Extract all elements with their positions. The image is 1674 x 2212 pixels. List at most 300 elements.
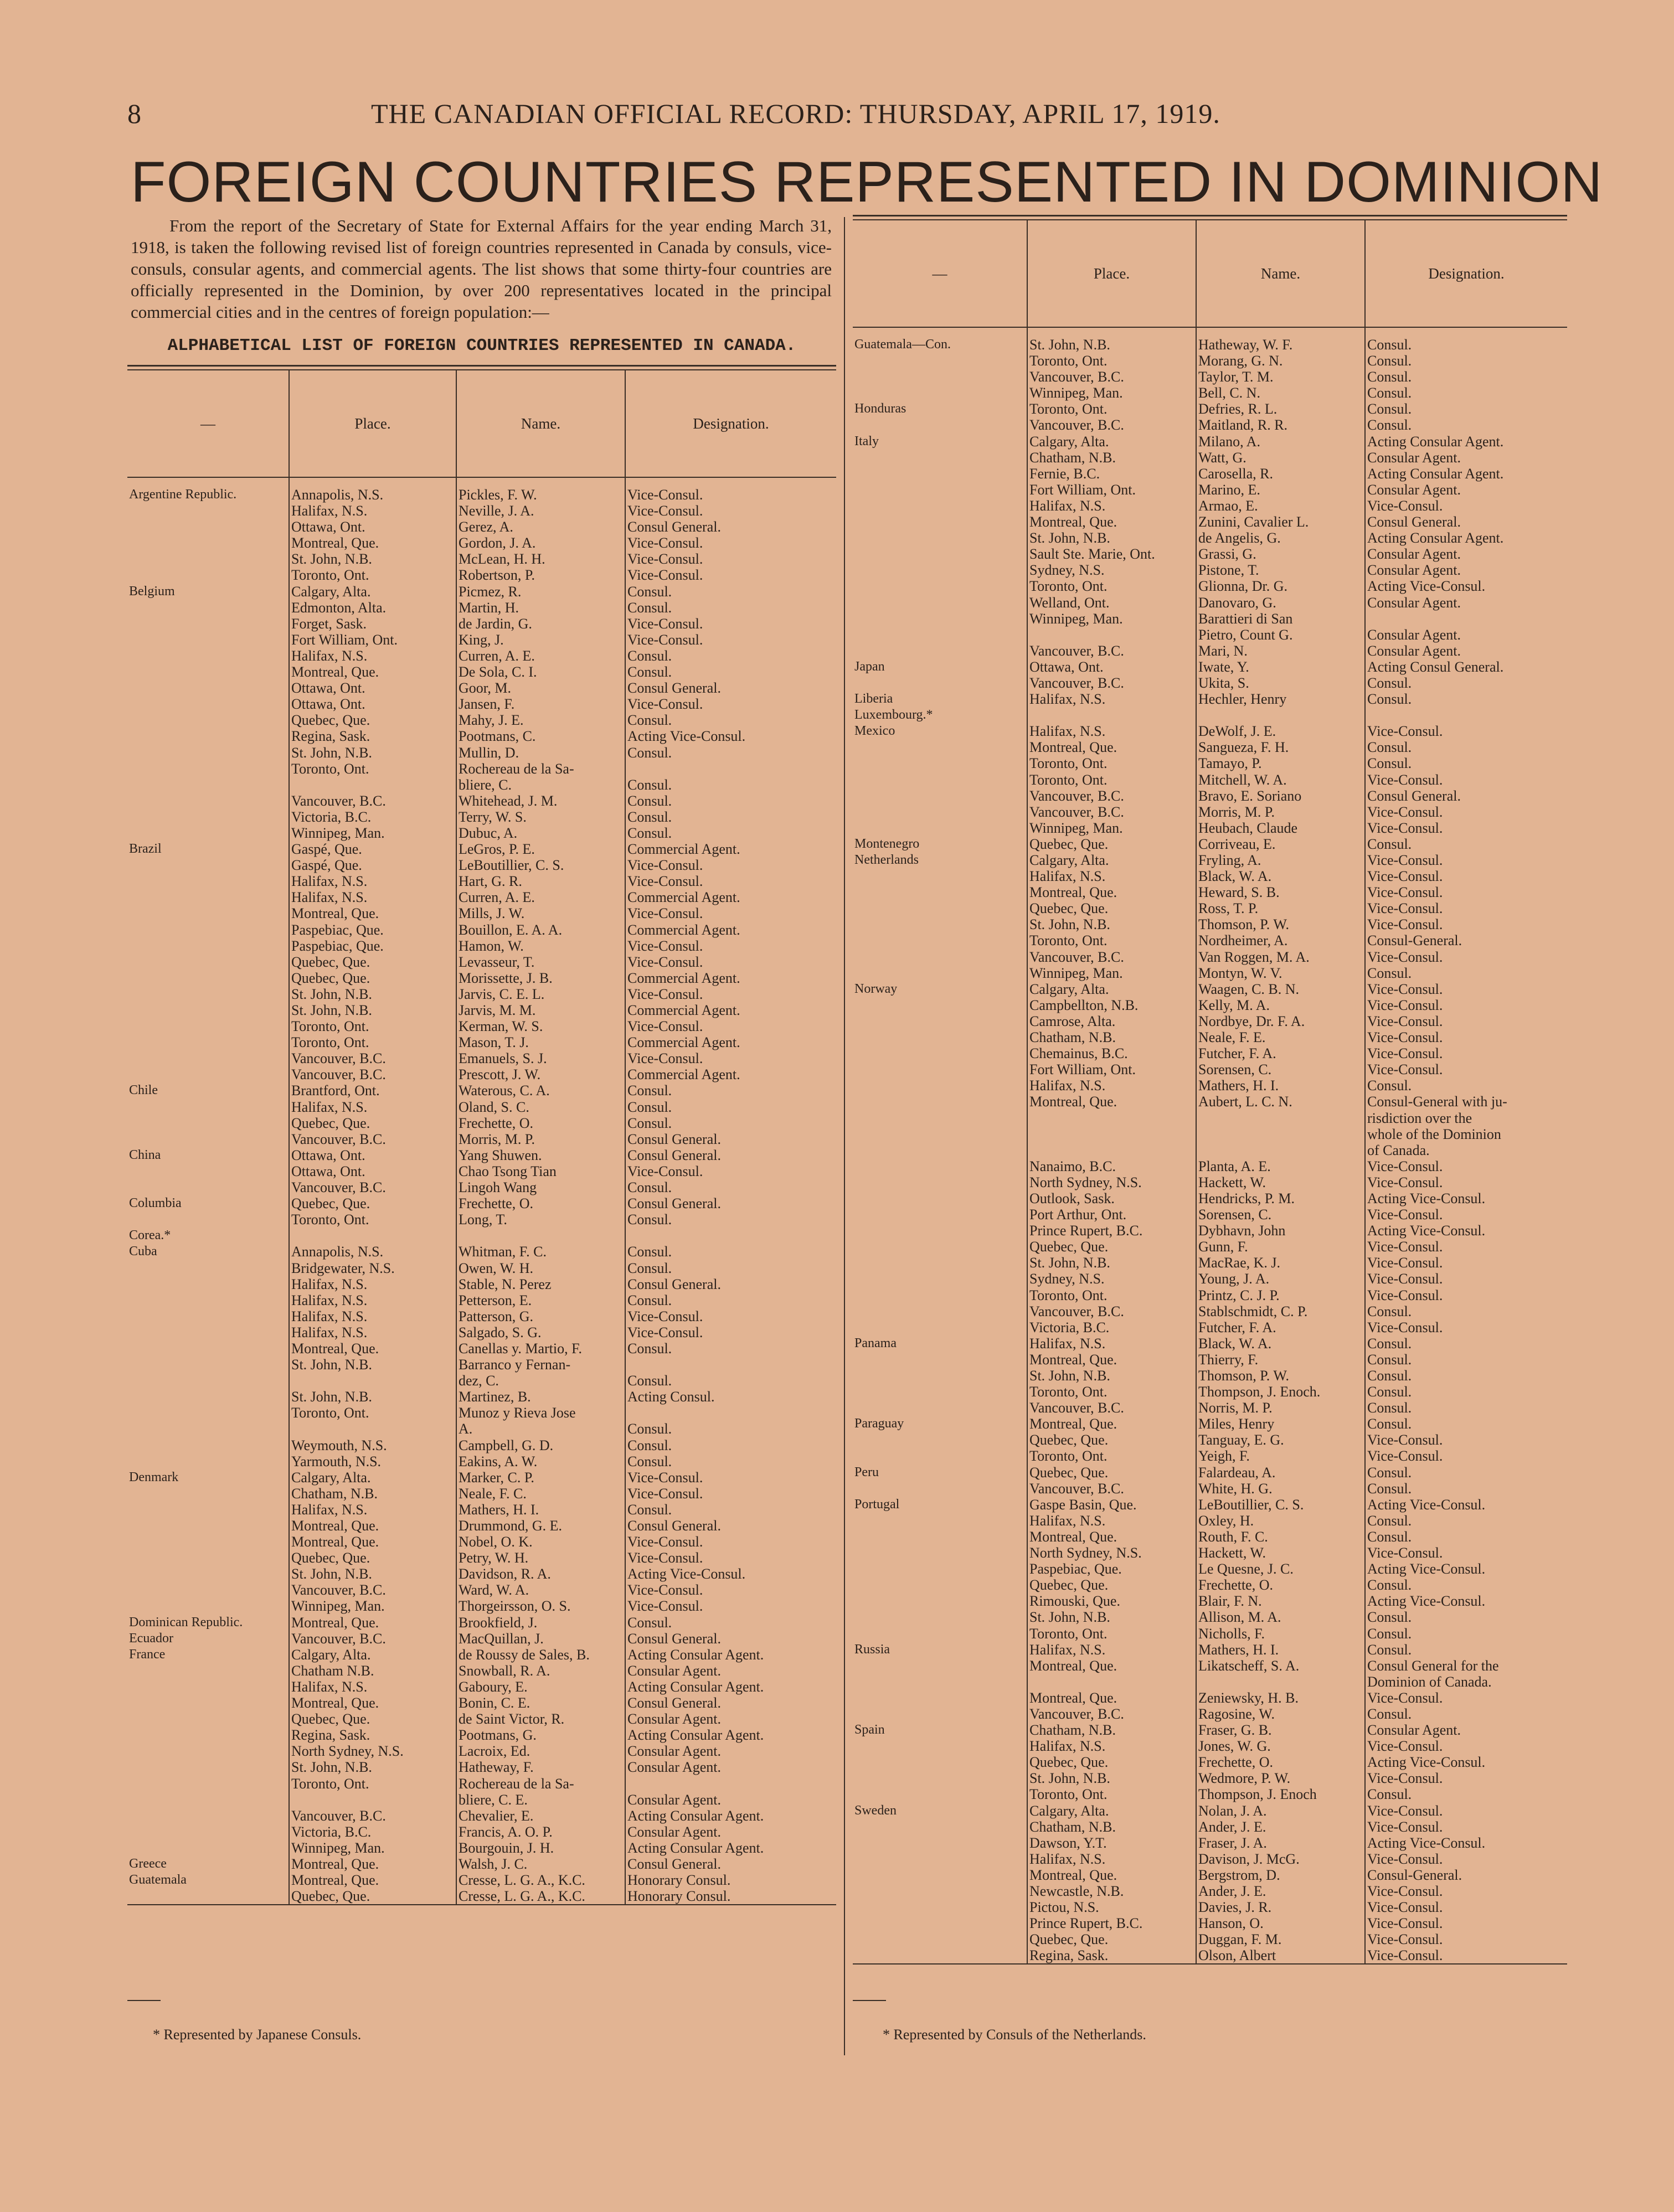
place-cell: Victoria, B.C. (289, 809, 456, 825)
place-cell: Sydney, N.S. (1027, 1271, 1196, 1287)
table-row (127, 1502, 836, 1518)
place-cell: Dawson, Y.T. (1027, 1835, 1196, 1851)
name-cell: Martin, H. (456, 600, 625, 616)
designation-cell: Consular Agent. (1365, 1722, 1567, 1738)
country-cell (853, 1045, 1027, 1061)
name-cell: Fraser, J. A. (1196, 1835, 1365, 1851)
table-row (853, 1835, 1567, 1851)
country-cell (127, 905, 289, 921)
place-cell: Halifax, N.S. (1027, 1077, 1196, 1094)
table-row (853, 1271, 1567, 1287)
designation-cell: Vice-Consul. (1365, 1206, 1567, 1223)
country-cell (853, 1029, 1027, 1045)
name-cell: MacRae, K. J. (1196, 1255, 1365, 1271)
country-cell (853, 1448, 1027, 1464)
designation-cell: Acting Vice-Consul. (1365, 1223, 1567, 1239)
country-cell: Liberia (854, 692, 893, 707)
name-cell: Miles, Henry (1196, 1416, 1365, 1432)
country-cell (853, 820, 1027, 836)
country-cell (853, 1432, 1027, 1448)
place-cell: St. John, N.B. (289, 986, 456, 1002)
table-row (127, 857, 836, 873)
table-row (853, 450, 1567, 466)
designation-cell: Vice-Consul. (625, 938, 836, 954)
place-cell: Chatham, N.B. (289, 1486, 456, 1502)
table-row (853, 1045, 1567, 1061)
country-cell (127, 519, 289, 535)
table-row (853, 434, 1567, 450)
table-row (853, 530, 1567, 546)
table-row (853, 804, 1567, 820)
table-row (127, 1195, 836, 1211)
name-cell: Defries, R. L. (1196, 401, 1365, 417)
designation-cell: Consul. (625, 1115, 836, 1131)
place-cell: Halifax, N.S. (289, 503, 456, 519)
table-row (127, 1872, 836, 1888)
designation-cell: Vice-Consul. (1365, 868, 1567, 884)
designation-cell: Consular Agent. (1365, 627, 1567, 643)
name-cell: Oxley, H. (1196, 1513, 1365, 1529)
table-row (853, 627, 1567, 643)
place-cell: Toronto, Ont. (1027, 353, 1196, 369)
name-cell: Falardeau, A. (1196, 1465, 1365, 1481)
designation-cell: Consular Agent. (625, 1792, 836, 1808)
table-row (853, 1352, 1567, 1368)
country-cell (853, 1239, 1027, 1255)
designation-cell: Vice-Consul. (1365, 852, 1567, 868)
designation-cell: Consul. (1365, 1303, 1567, 1319)
table-row (853, 1658, 1567, 1674)
table-row (853, 1061, 1567, 1077)
place-cell: St. John, N.B. (289, 745, 456, 761)
country-cell (127, 1502, 289, 1518)
name-cell: Thomson, P. W. (1196, 1368, 1365, 1384)
place-cell: Chatham, N.B. (1027, 450, 1196, 466)
table-row (127, 1437, 836, 1453)
table-row (127, 1486, 836, 1502)
country-cell (853, 1819, 1027, 1835)
name-cell: Milano, A. (1196, 434, 1365, 450)
designation-cell: Vice-Consul. (1365, 723, 1567, 739)
country-cell (127, 1099, 289, 1115)
place-cell (1027, 627, 1196, 643)
table-row (127, 889, 836, 905)
table-row (853, 1738, 1567, 1754)
table-row (853, 611, 1567, 627)
table-row (853, 1448, 1567, 1464)
name-cell: Bonin, C. E. (456, 1695, 625, 1711)
name-cell: Marker, C. P. (456, 1469, 625, 1486)
table-row (127, 1647, 836, 1663)
name-cell: Hanson, O. (1196, 1915, 1365, 1931)
country-cell (127, 1179, 289, 1195)
designation-cell: Consul. (625, 1179, 836, 1195)
country-cell (127, 745, 289, 761)
country-cell: Panama (854, 1336, 897, 1350)
country-cell: Spain (854, 1723, 885, 1737)
place-cell (289, 1373, 456, 1389)
name-cell: Oland, S. C. (456, 1099, 625, 1115)
name-cell: Martinez, B. (456, 1389, 625, 1405)
name-cell: Gordon, J. A. (456, 535, 625, 551)
table-row (853, 1497, 1567, 1513)
name-cell: Fryling, A. (1196, 852, 1365, 868)
table-row (127, 712, 836, 728)
table-row (127, 1066, 836, 1082)
country-cell: Sweden (854, 1803, 897, 1818)
country-cell (853, 755, 1027, 771)
name-cell: bliere, C. E. (456, 1792, 625, 1808)
country-cell: Luxembourg.* (854, 708, 933, 723)
table-row (853, 1126, 1567, 1142)
country-cell (853, 1947, 1027, 1963)
place-cell (289, 1421, 456, 1437)
table-row (127, 1743, 836, 1759)
country-cell (127, 600, 289, 616)
country-cell: Mexico (854, 724, 895, 739)
name-cell: Hatheway, W. F. (1196, 327, 1365, 353)
name-cell: Sorensen, C. (1196, 1206, 1365, 1223)
name-cell: Watt, G. (1196, 450, 1365, 466)
name-cell: Bell, C. N. (1196, 385, 1365, 401)
designation-cell: Consular Agent. (625, 1759, 836, 1775)
table-row (127, 1679, 836, 1695)
name-cell: Rochereau de la Sa- (456, 1776, 625, 1792)
place-cell: St. John, N.B. (1027, 327, 1196, 353)
header-place: Place. (1027, 220, 1196, 327)
place-cell: Fort William, Ont. (1027, 482, 1196, 498)
place-cell: St. John, N.B. (289, 1389, 456, 1405)
place-cell: Halifax, N.S. (1027, 723, 1196, 739)
designation-cell: Consul. (1365, 1609, 1567, 1625)
name-cell: Zunini, Cavalier L. (1196, 514, 1365, 530)
place-cell: Montreal, Que. (1027, 1094, 1196, 1110)
place-cell: Montreal, Que. (1027, 739, 1196, 755)
place-cell: Calgary, Alta. (1027, 852, 1196, 868)
country-cell: Netherlands (854, 853, 919, 867)
designation-cell: Vice-Consul. (1365, 1239, 1567, 1255)
name-cell: Wedmore, P. W. (1196, 1770, 1365, 1786)
name-cell: MacQuillan, J. (456, 1631, 625, 1647)
place-cell: Rimouski, Que. (1027, 1593, 1196, 1609)
country-cell (127, 503, 289, 519)
place-cell: Winnipeg, Man. (289, 1598, 456, 1614)
designation-cell: Consul General. (625, 519, 836, 535)
place-cell: Prince Rupert, B.C. (1027, 1223, 1196, 1239)
designation-cell: Consul. (625, 1502, 836, 1518)
table-row (853, 691, 1567, 707)
place-cell: Montreal, Que. (1027, 1352, 1196, 1368)
place-cell: Vancouver, B.C. (1027, 1400, 1196, 1416)
place-cell: Vancouver, B.C. (1027, 417, 1196, 433)
table-row (853, 1577, 1567, 1593)
place-cell: Quebec, Que. (289, 1115, 456, 1131)
place-cell: Fort William, Ont. (289, 632, 456, 648)
country-cell (853, 1915, 1027, 1931)
country-cell (127, 1018, 289, 1034)
place-cell: North Sydney, N.S. (1027, 1545, 1196, 1561)
place-cell: St. John, N.B. (289, 1002, 456, 1018)
place-cell: Toronto, Ont. (1027, 755, 1196, 771)
place-cell: Vancouver, B.C. (1027, 949, 1196, 965)
place-cell: St. John, N.B. (1027, 1255, 1196, 1271)
right-consuls-table (853, 220, 1567, 1963)
place-cell: Quebec, Que. (1027, 1754, 1196, 1770)
name-cell: Glionna, Dr. G. (1196, 578, 1365, 594)
place-cell: Vancouver, B.C. (1027, 369, 1196, 385)
designation-cell: Consul. (625, 793, 836, 809)
place-cell: Paspebiac, Que. (289, 938, 456, 954)
place-cell: Victoria, B.C. (289, 1824, 456, 1840)
country-cell (127, 761, 289, 777)
table-row (853, 1931, 1567, 1947)
name-cell: de Saint Victor, R. (456, 1711, 625, 1727)
table-row (853, 1384, 1567, 1400)
country-cell (853, 1206, 1027, 1223)
place-cell: Halifax, N.S. (1027, 1336, 1196, 1352)
table-row (853, 1915, 1567, 1931)
table-row (853, 1029, 1567, 1045)
country-cell (127, 535, 289, 551)
designation-cell: Acting Vice-Consul. (625, 728, 836, 744)
table-row (853, 1110, 1567, 1126)
table-row (853, 852, 1567, 868)
name-cell: Hendricks, P. M. (1196, 1190, 1365, 1206)
designation-cell: Consul. (1365, 401, 1567, 417)
footnote-right: * Represented by Consuls of the Netherlands. (883, 2027, 1146, 2043)
table-row (853, 1077, 1567, 1094)
country-cell (853, 562, 1027, 578)
place-cell: Outlook, Sask. (1027, 1190, 1196, 1206)
place-cell: Halifax, N.S. (289, 1324, 456, 1340)
designation-cell: whole of the Dominion (1365, 1126, 1567, 1142)
designation-cell: Consul. (1365, 1786, 1567, 1802)
designation-cell: Consul. (625, 1340, 836, 1357)
table-row (853, 498, 1567, 514)
designation-cell: Vice-Consul. (625, 1163, 836, 1179)
table-row (853, 659, 1567, 675)
designation-cell: Acting Consular Agent. (625, 1647, 836, 1663)
designation-cell: Vice-Consul. (1365, 900, 1567, 916)
country-cell (853, 1271, 1027, 1287)
country-cell (853, 1110, 1027, 1126)
name-cell: Campbell, G. D. (456, 1437, 625, 1453)
table-row (127, 1260, 836, 1276)
place-cell: Paspebiac, Que. (289, 922, 456, 938)
designation-cell: Commercial Agent. (625, 970, 836, 986)
table-row (853, 1287, 1567, 1303)
country-cell (127, 809, 289, 825)
name-cell: Snowball, R. A. (456, 1663, 625, 1679)
place-cell: Yarmouth, N.S. (289, 1453, 456, 1469)
table-row (127, 1824, 836, 1840)
designation-cell: Consul. (1365, 675, 1567, 691)
country-cell (853, 466, 1027, 482)
name-cell: Goor, M. (456, 680, 625, 696)
designation-cell: Vice-Consul. (1365, 981, 1567, 997)
table-row (127, 1631, 836, 1647)
place-cell: Welland, Ont. (1027, 595, 1196, 611)
table-row (127, 616, 836, 632)
name-cell: Curren, A. E. (456, 648, 625, 664)
country-cell (853, 643, 1027, 659)
country-cell (853, 1287, 1027, 1303)
name-cell: Pickles, F. W. (456, 477, 625, 503)
designation-cell: Consul. (625, 584, 836, 600)
name-cell: Mathers, H. I. (456, 1502, 625, 1518)
table-row (853, 932, 1567, 948)
place-cell: Fernie, B.C. (1027, 466, 1196, 482)
place-cell: Fort William, Ont. (1027, 1061, 1196, 1077)
country-cell (127, 793, 289, 809)
country-cell: Guatemala—Con. (854, 337, 951, 352)
place-cell: Campbellton, N.B. (1027, 997, 1196, 1013)
table-row (127, 1759, 836, 1775)
country-cell: Guatemala (129, 1873, 187, 1888)
name-cell (1196, 1126, 1365, 1142)
place-cell: Ottawa, Ont. (289, 519, 456, 535)
place-cell: Toronto, Ont. (1027, 1786, 1196, 1802)
designation-cell: Vice-Consul. (1365, 1013, 1567, 1029)
name-cell: Duggan, F. M. (1196, 1931, 1365, 1947)
table-row (853, 981, 1567, 997)
designation-cell: Consul. (1365, 417, 1567, 433)
designation-cell: Acting Consular Agent. (625, 1808, 836, 1824)
designation-cell: Consular Agent. (625, 1711, 836, 1727)
name-cell: Mitchell, W. A. (1196, 772, 1365, 788)
country-cell (853, 1529, 1027, 1545)
designation-cell: Consul General. (625, 1131, 836, 1147)
name-cell: Petry, W. H. (456, 1550, 625, 1566)
country-cell (853, 1658, 1027, 1674)
name-cell: Nicholls, F. (1196, 1626, 1365, 1642)
name-cell: Thompson, J. Enoch (1196, 1786, 1365, 1802)
table-row (853, 1432, 1567, 1448)
table-row (127, 1695, 836, 1711)
designation-cell (625, 1228, 836, 1244)
country-cell (127, 632, 289, 648)
country-cell: Japan (854, 659, 885, 674)
table-row (853, 1336, 1567, 1352)
name-cell: Munoz y Rieva Jose (456, 1405, 625, 1421)
table-row (853, 1609, 1567, 1625)
designation-cell: Consul. (625, 1244, 836, 1260)
table-row (853, 1674, 1567, 1690)
table-row (127, 809, 836, 825)
country-cell (127, 1324, 289, 1340)
table-row (127, 1469, 836, 1486)
country-cell (127, 567, 289, 583)
designation-cell: Vice-Consul. (625, 1598, 836, 1614)
designation-cell: risdiction over the (1365, 1110, 1567, 1126)
country-cell (853, 1609, 1027, 1625)
country-cell (853, 1851, 1027, 1867)
place-cell: Winnipeg, Man. (289, 1840, 456, 1856)
place-cell: Vancouver, B.C. (289, 1582, 456, 1598)
designation-cell: of Canada. (1365, 1142, 1567, 1158)
country-cell (853, 369, 1027, 385)
name-cell: Morris, M. P. (1196, 804, 1365, 820)
name-cell: Dubuc, A. (456, 825, 625, 841)
name-cell: Petterson, E. (456, 1292, 625, 1308)
designation-cell: Vice-Consul. (1365, 498, 1567, 514)
place-cell: Quebec, Que. (289, 954, 456, 970)
table-row (127, 1147, 836, 1163)
designation-cell: Vice-Consul. (1365, 1287, 1567, 1303)
name-cell: Jarvis, M. M. (456, 1002, 625, 1018)
place-cell: Vancouver, B.C. (1027, 788, 1196, 804)
designation-cell: Vice-Consul. (1365, 1899, 1567, 1915)
place-cell: Montreal, Que. (289, 905, 456, 921)
place-cell: Halifax, N.S. (1027, 691, 1196, 707)
name-cell: Corriveau, E. (1196, 836, 1365, 852)
place-cell: Newcastle, N.B. (1027, 1883, 1196, 1899)
name-cell: Stablschmidt, C. P. (1196, 1303, 1365, 1319)
table-row (127, 1598, 836, 1614)
place-cell: Sault Ste. Marie, Ont. (1027, 546, 1196, 562)
name-cell: Pootmans, C. (456, 728, 625, 744)
place-cell: Ottawa, Ont. (289, 1163, 456, 1179)
place-cell: Gaspé, Que. (289, 841, 456, 857)
name-cell: Frechette, O. (456, 1195, 625, 1211)
place-cell: Toronto, Ont. (289, 1018, 456, 1034)
table-row (853, 1593, 1567, 1609)
designation-cell: Consul. (1365, 1352, 1567, 1368)
country-cell: Russia (854, 1642, 890, 1657)
name-cell: Bergstrom, D. (1196, 1867, 1365, 1883)
table-row (127, 1888, 836, 1904)
designation-cell: Consular Agent. (625, 1824, 836, 1840)
designation-cell: Vice-Consul. (625, 551, 836, 567)
table-row (127, 905, 836, 921)
place-cell: Quebec, Que. (1027, 1239, 1196, 1255)
place-cell: Quebec, Que. (1027, 1432, 1196, 1448)
place-cell: Calgary, Alta. (289, 1469, 456, 1486)
designation-cell (1365, 611, 1567, 627)
place-cell (1027, 1126, 1196, 1142)
country-cell (127, 922, 289, 938)
name-cell: de Roussy de Sales, B. (456, 1647, 625, 1663)
name-cell: Iwate, Y. (1196, 659, 1365, 675)
table-row (853, 385, 1567, 401)
table-row (853, 417, 1567, 433)
place-cell: Pictou, N.S. (1027, 1899, 1196, 1915)
name-cell: Grassi, G. (1196, 546, 1365, 562)
designation-cell: Consular Agent. (1365, 546, 1567, 562)
country-cell (853, 514, 1027, 530)
table-row (127, 1840, 836, 1856)
table-row (853, 1190, 1567, 1206)
designation-cell: Acting Vice-Consul. (1365, 1561, 1567, 1577)
name-cell: Maitland, R. R. (1196, 417, 1365, 433)
place-cell: Calgary, Alta. (1027, 1803, 1196, 1819)
header-name: Name. (456, 370, 625, 477)
designation-cell: Consul. (1365, 1465, 1567, 1481)
designation-cell: Consular Agent. (1365, 643, 1567, 659)
page-number: 8 (127, 98, 142, 129)
name-cell: Hackett, W. (1196, 1545, 1365, 1561)
designation-cell: Consul. (625, 1453, 836, 1469)
country-cell (853, 739, 1027, 755)
country-cell (853, 578, 1027, 594)
table-row (127, 1615, 836, 1631)
designation-cell: Vice-Consul. (625, 1534, 836, 1550)
name-cell: Nordbye, Dr. F. A. (1196, 1013, 1365, 1029)
country-cell (127, 1260, 289, 1276)
left-column (127, 215, 836, 1905)
place-cell: Winnipeg, Man. (1027, 611, 1196, 627)
designation-cell: Consul General. (625, 1147, 836, 1163)
